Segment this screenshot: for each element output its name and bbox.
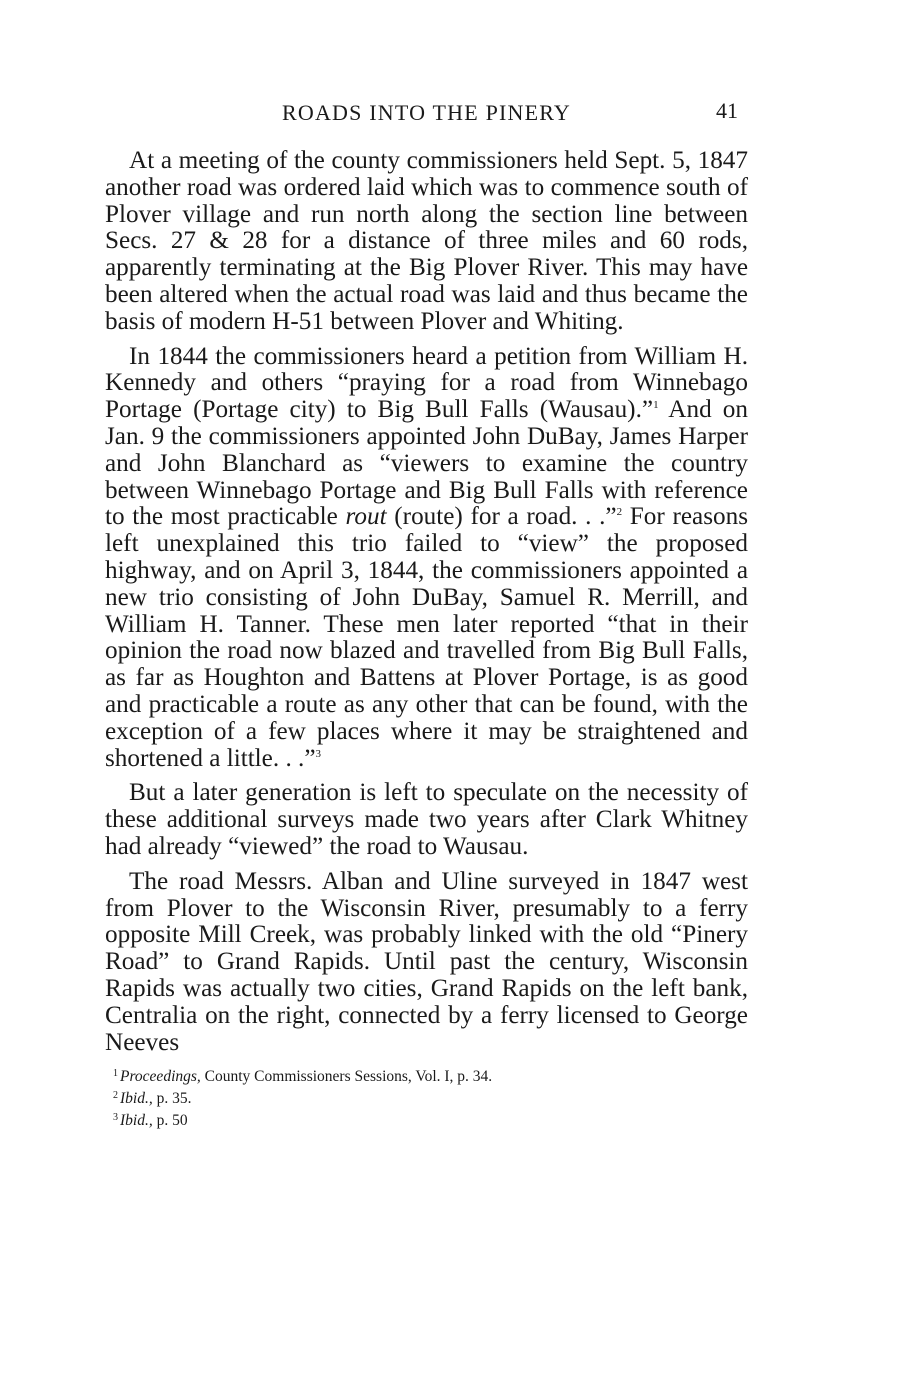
footnote-ref-2: 2	[616, 506, 623, 519]
book-page	[105, 96, 748, 1132]
footnote-source: Proceedings,	[120, 1068, 201, 1086]
paragraph-2-part-a: In 1844 the commissioners heard a petition from William H. Kennedy and others “praying for a road from Winnebago Portage (Portage city) to Big Bull Falls (Wausau).”	[105, 342, 748, 424]
running-title: ROADS INTO THE PINERY	[281, 100, 572, 125]
italic-rout: rout	[345, 503, 387, 531]
footnote-ref-3: 3	[315, 747, 322, 760]
paragraph-2	[105, 344, 748, 773]
paragraph-3: But a later generation is left to speculate on the necessity of these additional surveys made two years after Clark Whitney had already “viewed” the road to Wausau.	[105, 779, 748, 860]
footnote-source: Ibid.,	[120, 1112, 153, 1130]
paragraph-2-part-c: (route) for a road. . .”	[386, 503, 617, 531]
footnote-mark: 1	[113, 1068, 118, 1080]
running-head	[105, 96, 748, 132]
footnote-mark: 3	[113, 1112, 118, 1124]
paragraph-2-part-b: And on Jan. 9 the commissioners appointed John DuBay, James Harper and John Blanchard as “viewers to examine the country between Winnebago Portage and Big Bull Falls with reference to the most practicable	[105, 396, 748, 531]
footnote-source: Ibid.,	[120, 1090, 153, 1108]
footnote-text: p. 50	[152, 1112, 188, 1130]
footnote-text: County Commissioners Sessions, Vol. I, p. 34.	[200, 1068, 493, 1086]
paragraph-1: At a meeting of the county commissioners held Sept. 5, 1847 another road was ordered laid which was to commence south of Plover village and run north along the section line between Secs. 27 & 28 for a distance of three miles and 60 rods, apparently terminating at the Big Plover River. This may have been altered when the actual road was laid and thus became the basis of modern H-51 between Plover and Whiting.	[105, 147, 748, 335]
footnotes	[105, 1066, 748, 1132]
paragraph-2-part-d: For reasons left unexplained this trio failed to “view” the proposed highway, and on April 3, 1844, the commissioners appointed a new trio consisting of John DuBay, Samuel R. Merrill, and William H. Tanner. These men later reported “that in their opinion the road now blazed and travelled from Big Bull Falls, as far as Houghton and Battens at Plover Portage, is as good and practicable a route as any other that can be found, with the exception of a few places where it may be straightened and shortened a little. . .”	[105, 503, 748, 772]
footnote-1	[113, 1066, 748, 1088]
paragraph-4: The road Messrs. Alban and Uline surveyed in 1847 west from Plover to the Wisconsin River, presumably to a ferry opposite Mill Creek, was probably linked with the old “Pinery Road” to Grand Rapids. Until past the century, Wisconsin Rapids was actually two cities, Grand Rapids on the left bank, Centralia on the right, connected by a ferry licensed to George Neeves	[105, 867, 748, 1056]
footnote-text: p. 35.	[152, 1090, 192, 1108]
footnote-2	[113, 1088, 748, 1110]
footnote-3	[113, 1110, 748, 1132]
body-text	[105, 148, 748, 1056]
footnote-ref-1: 1	[653, 399, 659, 412]
footnote-mark: 2	[113, 1090, 118, 1102]
page-number: 41	[716, 98, 738, 123]
